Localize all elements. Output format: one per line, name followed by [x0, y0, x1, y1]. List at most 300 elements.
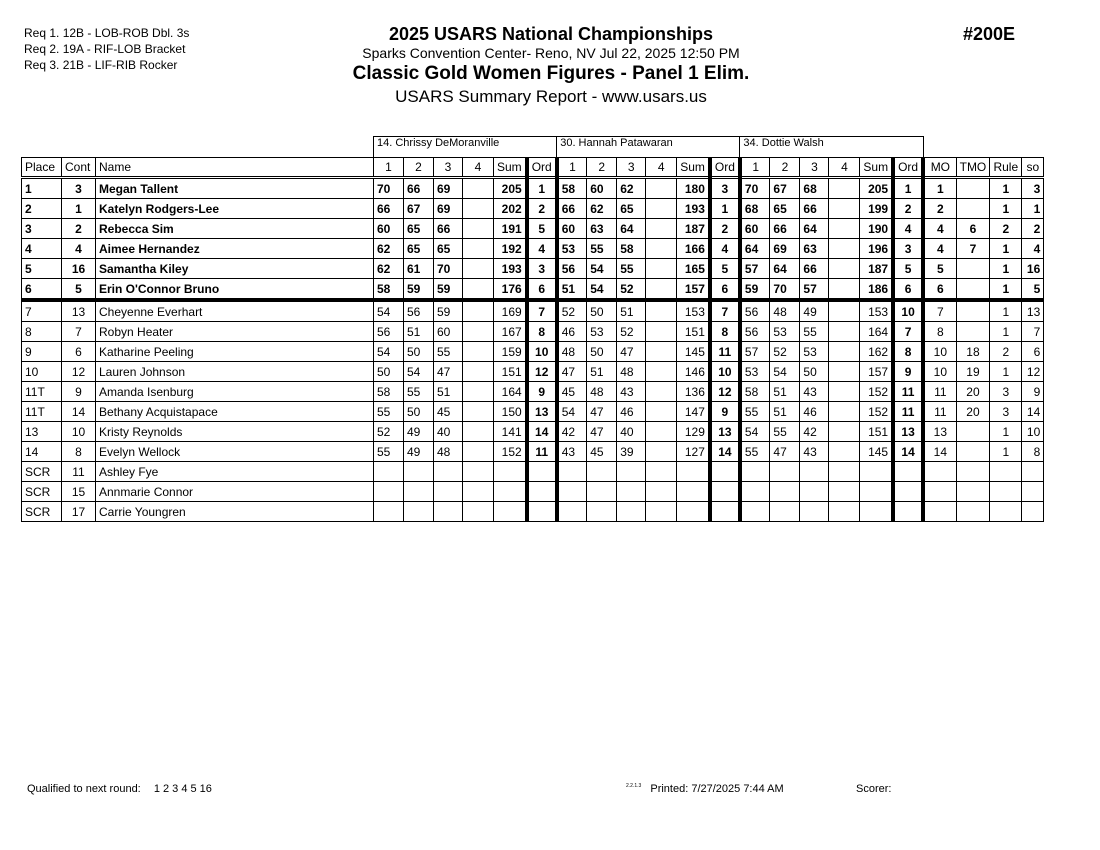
header-judge2-score3: 3	[617, 158, 646, 178]
judge1-score3-cell: 70	[434, 259, 463, 279]
mo-cell: 1	[923, 178, 956, 199]
judge1-score4-cell	[463, 178, 494, 199]
judge1-score2-cell: 65	[404, 239, 434, 259]
name-cell: Megan Tallent	[96, 178, 374, 199]
name-cell: Annmarie Connor	[96, 482, 374, 502]
header-judge3-sum: Sum	[860, 158, 893, 178]
judge2-score2-cell: 60	[587, 178, 617, 199]
judge3-score3-cell: 46	[800, 402, 829, 422]
judge1-score1-cell: 56	[374, 322, 404, 342]
so-cell	[1022, 462, 1044, 482]
judge2-ordinal-cell: 7	[710, 300, 740, 322]
judge2-ordinal-cell: 9	[710, 402, 740, 422]
qualified-values: 1 2 3 4 5 16	[153, 783, 212, 795]
judge3-score3-cell: 43	[800, 382, 829, 402]
judge2-score2-cell: 47	[587, 422, 617, 442]
rule-cell: 1	[990, 362, 1022, 382]
judge1-score3-cell	[434, 502, 463, 522]
place-cell: 9	[22, 342, 62, 362]
judge3-score2-cell: 47	[770, 442, 800, 462]
so-cell: 2	[1022, 219, 1044, 239]
judge2-score4-cell	[646, 178, 677, 199]
judge3-score3-cell: 53	[800, 342, 829, 362]
table-row	[22, 402, 1044, 422]
name-cell: Cheyenne Everhart	[96, 300, 374, 322]
judge1-score2-cell: 49	[404, 442, 434, 462]
judge3-ordinal-cell: 11	[893, 402, 923, 422]
judge3-score3-cell	[800, 482, 829, 502]
judge3-score4-cell	[829, 279, 860, 301]
judge1-score3-cell: 55	[434, 342, 463, 362]
rule-cell	[990, 482, 1022, 502]
judge-2-name: 30. Hannah Patawaran	[557, 137, 740, 158]
judge2-score4-cell	[646, 462, 677, 482]
judge1-sum-cell: 176	[494, 279, 527, 301]
judge2-score2-cell: 47	[587, 402, 617, 422]
judge3-sum-cell: 157	[860, 362, 893, 382]
judge3-ordinal-cell: 2	[893, 199, 923, 219]
header-judge2-score1: 1	[557, 158, 587, 178]
judge2-score3-cell: 64	[617, 219, 646, 239]
judge3-score1-cell: 70	[740, 178, 770, 199]
judge1-score2-cell	[404, 502, 434, 522]
so-cell: 1	[1022, 199, 1044, 219]
judge3-score1-cell: 68	[740, 199, 770, 219]
judge2-score3-cell: 52	[617, 279, 646, 301]
judge3-score4-cell	[829, 342, 860, 362]
header-judge3-score1: 1	[740, 158, 770, 178]
judge3-score2-cell: 51	[770, 402, 800, 422]
judge2-score2-cell: 50	[587, 300, 617, 322]
mo-cell: 10	[923, 362, 956, 382]
judge1-score4-cell	[463, 259, 494, 279]
judge3-score2-cell: 70	[770, 279, 800, 301]
judge2-score1-cell	[557, 482, 587, 502]
judge1-score3-cell: 69	[434, 178, 463, 199]
mo-cell: 6	[923, 279, 956, 301]
mo-cell: 11	[923, 402, 956, 422]
judge3-score1-cell: 57	[740, 342, 770, 362]
header-judge1-score3: 3	[434, 158, 463, 178]
judge3-score4-cell	[829, 300, 860, 322]
so-cell: 10	[1022, 422, 1044, 442]
judge2-score4-cell	[646, 482, 677, 502]
judge2-score1-cell: 42	[557, 422, 587, 442]
tmo-cell: 19	[956, 362, 990, 382]
judge1-score1-cell: 52	[374, 422, 404, 442]
table-row	[22, 482, 1044, 502]
qualified-label: Qualified to next round:	[27, 783, 141, 795]
judge1-sum-cell: 152	[494, 442, 527, 462]
judge3-ordinal-cell: 6	[893, 279, 923, 301]
judge2-score1-cell: 47	[557, 362, 587, 382]
judge2-score3-cell: 40	[617, 422, 646, 442]
judge2-sum-cell: 145	[677, 342, 710, 362]
judge3-score2-cell: 52	[770, 342, 800, 362]
judge2-sum-cell	[677, 502, 710, 522]
judge3-sum-cell: 152	[860, 382, 893, 402]
judge1-score1-cell: 55	[374, 402, 404, 422]
judge2-ordinal-cell: 12	[710, 382, 740, 402]
so-cell	[1022, 502, 1044, 522]
so-cell: 6	[1022, 342, 1044, 362]
judge2-score2-cell	[587, 482, 617, 502]
judge3-score2-cell: 66	[770, 219, 800, 239]
place-cell: SCR	[22, 462, 62, 482]
judge1-score1-cell: 50	[374, 362, 404, 382]
header-judge1-score4: 4	[463, 158, 494, 178]
name-cell: Erin O'Connor Bruno	[96, 279, 374, 301]
judge2-sum-cell: 147	[677, 402, 710, 422]
cont-cell: 15	[62, 482, 96, 502]
judge3-ordinal-cell: 14	[893, 442, 923, 462]
judge2-score4-cell	[646, 279, 677, 301]
judge3-sum-cell: 186	[860, 279, 893, 301]
judge2-ordinal-cell: 6	[710, 279, 740, 301]
name-cell: Lauren Johnson	[96, 362, 374, 382]
place-cell: 7	[22, 300, 62, 322]
header-judge1-score2: 2	[404, 158, 434, 178]
header-cont: Cont	[62, 158, 96, 178]
judge3-ordinal-cell: 3	[893, 239, 923, 259]
judge1-sum-cell: 169	[494, 300, 527, 322]
judge1-ordinal-cell: 3	[527, 259, 557, 279]
judge3-score2-cell	[770, 462, 800, 482]
mo-cell: 2	[923, 199, 956, 219]
place-cell: 5	[22, 259, 62, 279]
header-judge2-score2: 2	[587, 158, 617, 178]
judge1-sum-cell: 141	[494, 422, 527, 442]
judge3-score1-cell: 54	[740, 422, 770, 442]
judge3-sum-cell: 145	[860, 442, 893, 462]
judge2-score4-cell	[646, 300, 677, 322]
judge2-sum-cell	[677, 462, 710, 482]
judge3-score4-cell	[829, 502, 860, 522]
judge3-score1-cell: 53	[740, 362, 770, 382]
judge2-sum-cell: 166	[677, 239, 710, 259]
judge2-ordinal-cell: 8	[710, 322, 740, 342]
judge3-score2-cell: 55	[770, 422, 800, 442]
judge1-score3-cell: 60	[434, 322, 463, 342]
table-row	[22, 300, 1044, 322]
judge1-score2-cell: 67	[404, 199, 434, 219]
judge3-sum-cell: 162	[860, 342, 893, 362]
table-row	[22, 382, 1044, 402]
judge1-score2-cell	[404, 482, 434, 502]
mo-cell: 5	[923, 259, 956, 279]
judge1-score1-cell: 62	[374, 239, 404, 259]
judge2-score1-cell: 56	[557, 259, 587, 279]
judge2-score4-cell	[646, 422, 677, 442]
rule-cell: 1	[990, 279, 1022, 301]
tmo-cell	[956, 199, 990, 219]
judge3-sum-cell: 152	[860, 402, 893, 422]
judge2-score1-cell: 52	[557, 300, 587, 322]
judge1-score3-cell: 59	[434, 279, 463, 301]
scorer-label: Scorer:	[856, 783, 892, 795]
tmo-cell: 7	[956, 239, 990, 259]
tmo-cell	[956, 279, 990, 301]
judge3-score4-cell	[829, 199, 860, 219]
judge3-ordinal-cell	[893, 462, 923, 482]
judge2-score3-cell: 47	[617, 342, 646, 362]
judge3-score1-cell: 57	[740, 259, 770, 279]
so-cell: 8	[1022, 442, 1044, 462]
header-place: Place	[22, 158, 62, 178]
judge3-score2-cell	[770, 502, 800, 522]
judge1-sum-cell: 202	[494, 199, 527, 219]
header-judge3-ord: Ord	[893, 158, 923, 178]
judge2-score4-cell	[646, 362, 677, 382]
judge2-ordinal-cell	[710, 462, 740, 482]
cont-cell: 6	[62, 342, 96, 362]
judge3-score4-cell	[829, 482, 860, 502]
judge2-ordinal-cell: 14	[710, 442, 740, 462]
judge1-score2-cell: 54	[404, 362, 434, 382]
table-row	[22, 239, 1044, 259]
judge-1-name: 14. Chrissy DeMoranville	[374, 137, 557, 158]
judge3-score1-cell: 60	[740, 219, 770, 239]
judge3-sum-cell: 196	[860, 239, 893, 259]
judge1-score1-cell: 54	[374, 342, 404, 362]
so-cell: 14	[1022, 402, 1044, 422]
tmo-cell	[956, 422, 990, 442]
judge1-ordinal-cell: 9	[527, 382, 557, 402]
cont-cell: 3	[62, 178, 96, 199]
judge1-ordinal-cell: 7	[527, 300, 557, 322]
table-row	[22, 259, 1044, 279]
rule-cell: 2	[990, 219, 1022, 239]
judge1-sum-cell: 167	[494, 322, 527, 342]
judge2-score4-cell	[646, 382, 677, 402]
header-judge2-score4: 4	[646, 158, 677, 178]
judge2-score2-cell: 48	[587, 382, 617, 402]
judge3-score3-cell: 66	[800, 259, 829, 279]
judge1-ordinal-cell: 1	[527, 178, 557, 199]
cont-cell: 7	[62, 322, 96, 342]
judge1-sum-cell: 205	[494, 178, 527, 199]
judge1-score1-cell	[374, 502, 404, 522]
judge3-score3-cell	[800, 502, 829, 522]
judge1-score4-cell	[463, 422, 494, 442]
header-judge2-ord: Ord	[710, 158, 740, 178]
judge3-ordinal-cell: 10	[893, 300, 923, 322]
results-table	[21, 136, 1044, 522]
mo-cell: 14	[923, 442, 956, 462]
judge3-sum-cell: 187	[860, 259, 893, 279]
rule-cell: 1	[990, 300, 1022, 322]
judge2-score1-cell	[557, 462, 587, 482]
judge1-sum-cell	[494, 502, 527, 522]
cont-cell: 11	[62, 462, 96, 482]
judge3-ordinal-cell: 11	[893, 382, 923, 402]
name-cell: Katharine Peeling	[96, 342, 374, 362]
judge1-score4-cell	[463, 362, 494, 382]
judge1-ordinal-cell	[527, 462, 557, 482]
judge1-score2-cell: 59	[404, 279, 434, 301]
judge2-score2-cell: 50	[587, 342, 617, 362]
judge1-score4-cell	[463, 239, 494, 259]
judge2-ordinal-cell	[710, 502, 740, 522]
judge1-score4-cell	[463, 462, 494, 482]
tmo-cell	[956, 322, 990, 342]
judge1-ordinal-cell: 14	[527, 422, 557, 442]
judge3-score2-cell: 53	[770, 322, 800, 342]
rule-cell: 1	[990, 442, 1022, 462]
judge3-score1-cell: 59	[740, 279, 770, 301]
judge3-score1-cell: 64	[740, 239, 770, 259]
judge2-sum-cell: 187	[677, 219, 710, 239]
judge1-sum-cell: 193	[494, 259, 527, 279]
judge3-ordinal-cell	[893, 502, 923, 522]
judge1-score4-cell	[463, 219, 494, 239]
name-cell: Katelyn Rodgers-Lee	[96, 199, 374, 219]
judge1-sum-cell: 191	[494, 219, 527, 239]
name-cell: Bethany Acquistapace	[96, 402, 374, 422]
venue-date: Sparks Convention Center- Reno, NV Jul 22, 2025 12:50 PM	[362, 45, 740, 61]
judge3-score3-cell: 49	[800, 300, 829, 322]
header-judge3-score4: 4	[829, 158, 860, 178]
rule-cell: 1	[990, 239, 1022, 259]
judge3-ordinal-cell: 7	[893, 322, 923, 342]
judge2-score3-cell: 52	[617, 322, 646, 342]
judge3-sum-cell	[860, 462, 893, 482]
judge3-score1-cell: 55	[740, 402, 770, 422]
judge3-sum-cell	[860, 502, 893, 522]
judge2-score2-cell: 51	[587, 362, 617, 382]
table-row	[22, 502, 1044, 522]
tmo-cell: 20	[956, 382, 990, 402]
judge2-sum-cell	[677, 482, 710, 502]
judge3-score3-cell: 55	[800, 322, 829, 342]
name-cell: Amanda Isenburg	[96, 382, 374, 402]
judge1-ordinal-cell: 13	[527, 402, 557, 422]
judge1-ordinal-cell	[527, 482, 557, 502]
judge2-sum-cell: 193	[677, 199, 710, 219]
judge2-score3-cell: 62	[617, 178, 646, 199]
table-row	[22, 279, 1044, 301]
mo-cell: 10	[923, 342, 956, 362]
cont-cell: 17	[62, 502, 96, 522]
judge2-score3-cell: 39	[617, 442, 646, 462]
table-row	[22, 362, 1044, 382]
judge3-score3-cell: 43	[800, 442, 829, 462]
judge1-score2-cell: 49	[404, 422, 434, 442]
judge3-score1-cell	[740, 462, 770, 482]
judge1-score3-cell	[434, 462, 463, 482]
tmo-cell	[956, 482, 990, 502]
judge1-sum-cell	[494, 482, 527, 502]
judge2-score3-cell: 65	[617, 199, 646, 219]
version-number: 2.2.1.3	[626, 783, 642, 789]
judge1-score3-cell: 69	[434, 199, 463, 219]
judge2-score3-cell: 58	[617, 239, 646, 259]
judge2-score3-cell	[617, 502, 646, 522]
judge1-score4-cell	[463, 342, 494, 362]
table-row	[22, 178, 1044, 199]
judge3-ordinal-cell: 1	[893, 178, 923, 199]
rule-cell: 1	[990, 322, 1022, 342]
judge3-score3-cell: 68	[800, 178, 829, 199]
judge1-ordinal-cell: 6	[527, 279, 557, 301]
judge2-ordinal-cell: 10	[710, 362, 740, 382]
cont-cell: 4	[62, 239, 96, 259]
place-cell: SCR	[22, 502, 62, 522]
judge1-score3-cell: 47	[434, 362, 463, 382]
header-tmo: TMO	[956, 158, 990, 178]
so-cell: 16	[1022, 259, 1044, 279]
tmo-cell	[956, 178, 990, 199]
tmo-cell: 6	[956, 219, 990, 239]
judge3-score4-cell	[829, 259, 860, 279]
judge2-score4-cell	[646, 322, 677, 342]
judge3-score3-cell: 66	[800, 199, 829, 219]
judge2-ordinal-cell: 2	[710, 219, 740, 239]
header-rule: Rule	[990, 158, 1022, 178]
mo-cell: 4	[923, 239, 956, 259]
cont-cell: 1	[62, 199, 96, 219]
judge1-score2-cell: 56	[404, 300, 434, 322]
judge2-score4-cell	[646, 199, 677, 219]
judge3-score4-cell	[829, 402, 860, 422]
judge1-score4-cell	[463, 322, 494, 342]
judge2-score4-cell	[646, 259, 677, 279]
cont-cell: 9	[62, 382, 96, 402]
table-row	[22, 219, 1044, 239]
mo-cell: 13	[923, 422, 956, 442]
judge3-ordinal-cell: 13	[893, 422, 923, 442]
so-cell: 7	[1022, 322, 1044, 342]
judge1-ordinal-cell: 12	[527, 362, 557, 382]
table-row	[22, 462, 1044, 482]
judge1-score4-cell	[463, 199, 494, 219]
judge3-ordinal-cell	[893, 482, 923, 502]
mo-cell	[923, 482, 956, 502]
judge2-sum-cell: 165	[677, 259, 710, 279]
judge1-score1-cell: 54	[374, 300, 404, 322]
judge2-score1-cell: 58	[557, 178, 587, 199]
judge2-score4-cell	[646, 502, 677, 522]
judge2-score1-cell: 54	[557, 402, 587, 422]
judge2-score1-cell: 53	[557, 239, 587, 259]
judge3-score1-cell: 56	[740, 322, 770, 342]
mo-cell: 11	[923, 382, 956, 402]
judge1-score4-cell	[463, 279, 494, 301]
so-cell: 13	[1022, 300, 1044, 322]
name-cell: Samantha Kiley	[96, 259, 374, 279]
place-cell: 3	[22, 219, 62, 239]
so-cell: 5	[1022, 279, 1044, 301]
judge3-score1-cell: 55	[740, 442, 770, 462]
judge1-score2-cell: 61	[404, 259, 434, 279]
judge2-score3-cell: 51	[617, 300, 646, 322]
judge2-sum-cell: 180	[677, 178, 710, 199]
judge1-score1-cell: 58	[374, 382, 404, 402]
judge1-sum-cell: 151	[494, 362, 527, 382]
place-cell: 2	[22, 199, 62, 219]
judge1-score3-cell: 59	[434, 300, 463, 322]
judge1-score3-cell: 66	[434, 219, 463, 239]
requirement-1: Req 1. 12B - LOB-ROB Dbl. 3s	[24, 26, 190, 40]
header-judge2-sum: Sum	[677, 158, 710, 178]
report-title: USARS Summary Report - www.usars.us	[395, 87, 707, 106]
cont-cell: 5	[62, 279, 96, 301]
judge1-ordinal-cell: 5	[527, 219, 557, 239]
judge1-score4-cell	[463, 300, 494, 322]
rule-cell: 1	[990, 259, 1022, 279]
cont-cell: 8	[62, 442, 96, 462]
judge1-score1-cell: 70	[374, 178, 404, 199]
